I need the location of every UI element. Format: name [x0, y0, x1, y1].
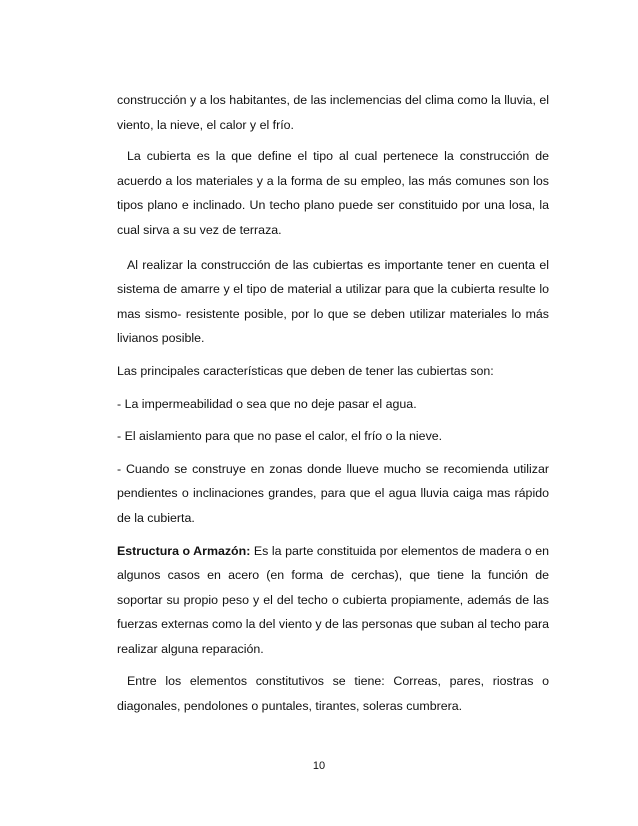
page-body: [117, 88, 549, 719]
estructura-heading: Estructura o Armazón:: [117, 543, 251, 558]
list-item-aislamiento: - El aislamiento para que no pase el calor, el frío o la nieve.: [117, 429, 443, 444]
paragraph-cubierta-construction: Al realizar la construcción de las cubiertas es importante tener en cuenta el sistema de amarre y el tipo de material a utilizar para que la cubierta resulte lo mas sismo- resistente posible, por lo que se deben utilizar materiales lo más livianos posible.: [117, 257, 549, 346]
list-item-pendientes: - Cuando se construye en zonas donde llueve mucho se recomienda utilizar pendientes o inclinaciones grandes, para que el agua lluvia caiga mas rápido de la cubierta.: [117, 461, 549, 525]
page-number: 10: [312, 760, 326, 772]
paragraph-estructura: [117, 539, 549, 662]
estructura-text: Es la parte constituida por elementos de madera o en algunos casos en acero (en forma de cerchas), que tiene la función de soportar su propio peso y el del techo o cubierta propiamente, además de las fuerzas externas como la del viento y de las personas que suban al techo para realizar alguna reparación.: [117, 543, 549, 656]
list-item-impermeabilidad: - La impermeabilidad o sea que no deje pasar el agua.: [117, 396, 417, 411]
paragraph-characteristics-heading: Las principales características que deben de tener las cubiertas son:: [117, 363, 494, 378]
paragraph-intro-continuation: construcción y a los habitantes, de las inclemencias del clima como la lluvia, el viento, la nieve, el calor y el frío.: [117, 93, 549, 132]
paragraph-cubierta-definition: La cubierta es la que define el tipo al cual pertenece la construcción de acuerdo a los materiales y a la forma de su empleo, las más comunes son los tipos plano e inclinado. Un techo plano puede ser constituido por una losa, la cual sirva a su vez de terraza.: [117, 149, 549, 237]
paragraph-elementos: Entre los elementos constitutivos se tiene: Correas, pares, riostras o diagonales, pendolones o puntales, tirantes, soleras cumbrera.: [117, 674, 549, 714]
